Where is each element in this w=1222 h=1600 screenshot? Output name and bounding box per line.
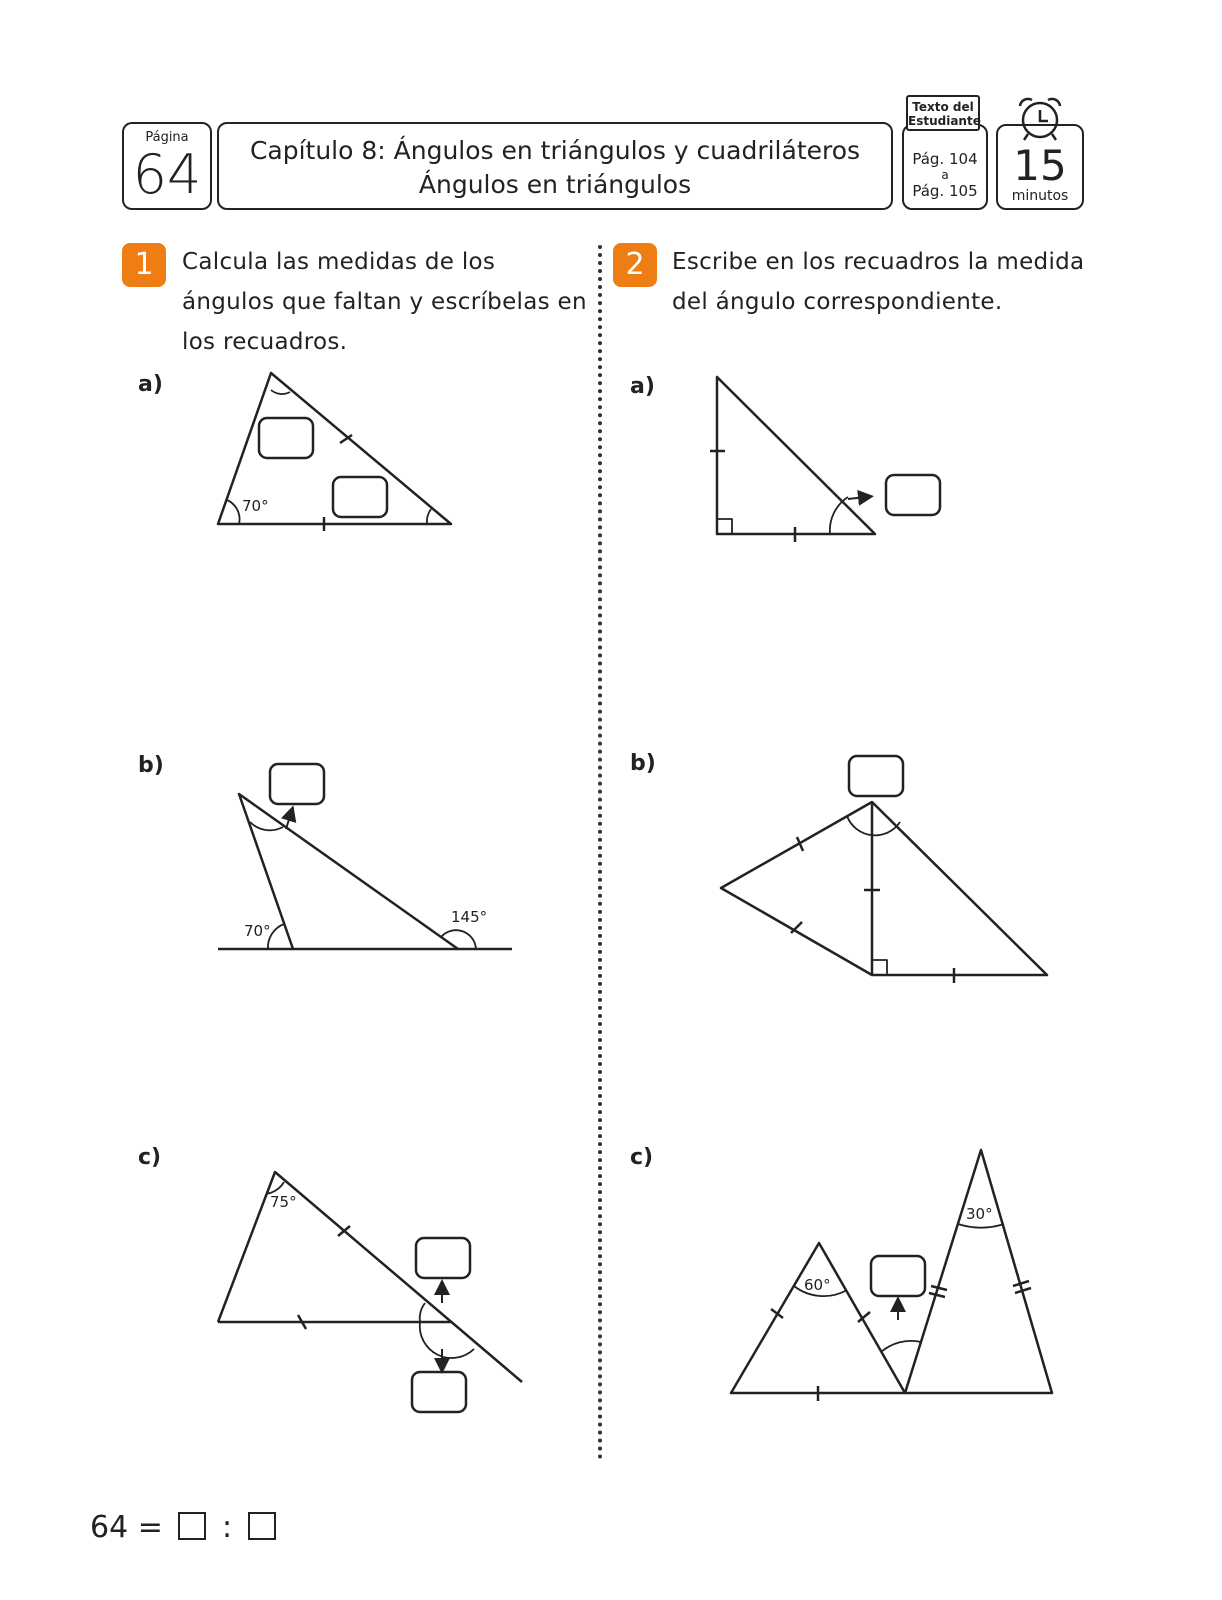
page-label: Página [145, 130, 189, 145]
ref-from: Pág. 104 [912, 150, 978, 168]
question-2-instruction: Escribe en los recuadros la medida del ángulo correspondiente. [672, 249, 1085, 315]
q1b-angle-label-left: 70° [244, 922, 271, 940]
reference-badge-label: Texto del Estudiante [908, 100, 981, 128]
q1b-angle-label-right: 145° [451, 908, 488, 926]
page-number: 64 [132, 143, 202, 206]
q2-part-c-label: c) [630, 1145, 654, 1170]
chapter-title: Capítulo 8: Ángulos en triángulos y cuadriláteros [249, 136, 861, 165]
footer-equation [90, 1510, 282, 1545]
time-unit: minutos [1011, 188, 1069, 204]
footer-equals: = [137, 1510, 163, 1545]
ref-connector: a [941, 168, 949, 182]
ref-to: Pág. 105 [912, 182, 978, 200]
footer-number: 64 [90, 1510, 129, 1545]
q2c-angle-label-left: 60° [804, 1276, 831, 1294]
q1-part-c-label: c) [138, 1145, 162, 1170]
q2b-answer-box[interactable] [849, 756, 903, 796]
q2a-answer-box[interactable] [886, 475, 940, 515]
q1b-answer-box[interactable] [270, 764, 324, 804]
q2-part-a-label: a) [630, 374, 655, 399]
q1c-angle-label: 75° [270, 1193, 297, 1211]
q1c-answer-box-top[interactable] [416, 1238, 470, 1278]
question-1-number: 1 [122, 243, 166, 287]
footer-colon: : [221, 1510, 233, 1545]
q1c-triangle [218, 1172, 522, 1412]
q2b-figure [721, 756, 1047, 983]
q1c-answer-box-bottom[interactable] [412, 1372, 466, 1412]
q2-part-b-label: b) [630, 751, 656, 776]
q2c-figure [731, 1150, 1052, 1401]
question-2-number: 2 [613, 243, 657, 287]
q1-part-b-label: b) [138, 753, 164, 778]
time-value: 15 [1013, 141, 1067, 190]
q2c-answer-box[interactable] [871, 1256, 925, 1296]
q2a-triangle [710, 377, 940, 542]
q1a-angle-label: 70° [242, 497, 269, 515]
footer-answer-box-2[interactable] [248, 1512, 276, 1540]
q1a-answer-box-top[interactable] [259, 418, 313, 458]
footer-answer-box-1[interactable] [178, 1512, 206, 1540]
lesson-title: Ángulos en triángulos [418, 170, 692, 199]
q2c-angle-label-right: 30° [966, 1205, 993, 1223]
q1-part-a-label: a) [138, 372, 163, 397]
q1a-answer-box-right[interactable] [333, 477, 387, 517]
question-1-instruction: Calcula las medidas de los ángulos que faltan y escríbelas en los recuadros. [182, 249, 587, 355]
